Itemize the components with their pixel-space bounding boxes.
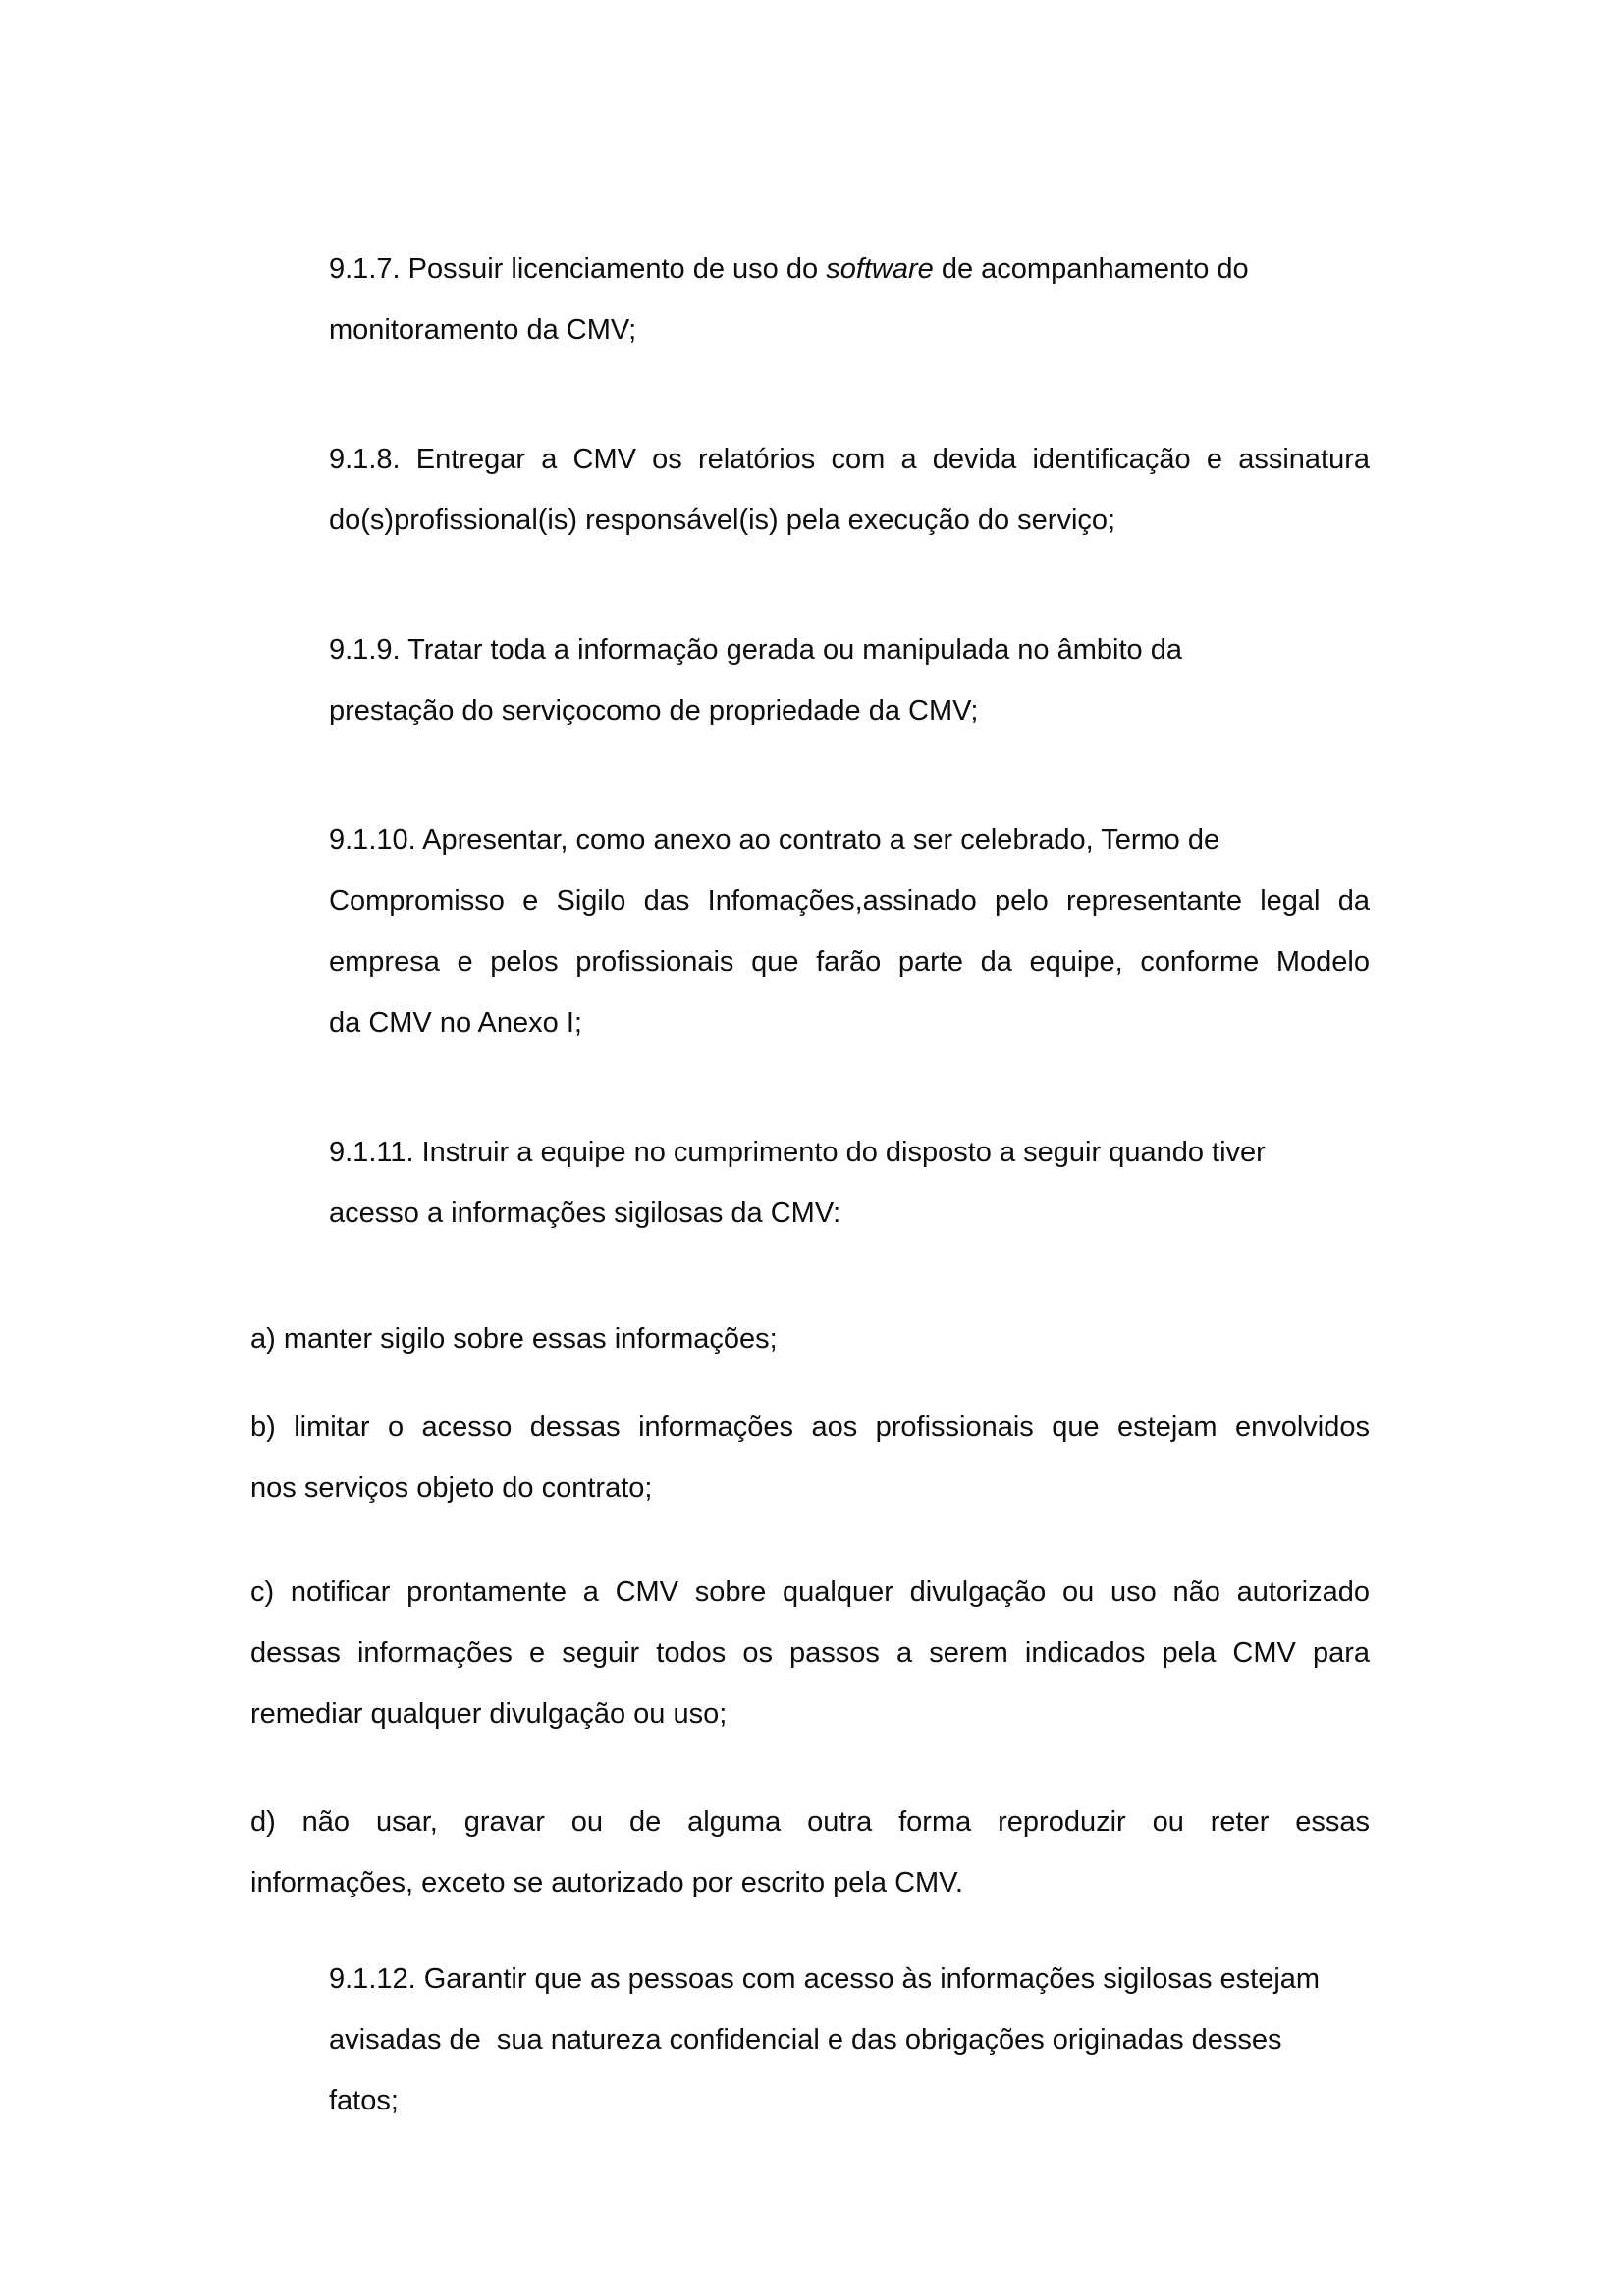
document-line: a) manter sigilo sobre essas informações;: [250, 1323, 778, 1355]
document-line: da CMV no Anexo I;: [329, 1007, 582, 1039]
clause-text: de acompanhamento do: [933, 253, 1249, 285]
document-line: Compromisso e Sigilo das Infomações,assinado pelo representante legal da: [329, 885, 1370, 917]
clause-9-1-11: [329, 1122, 1370, 1244]
document-line: do(s)profissional(is) responsável(is) pela execução do serviço;: [329, 505, 1116, 536]
document-line: [329, 239, 1370, 299]
document-line: nos serviços objeto do contrato;: [250, 1472, 653, 1504]
document-line: prestação do serviçocomo de propriedade da CMV;: [329, 695, 979, 726]
document-line: avisadas de sua natureza confidencial e das obrigações originadas desses: [329, 2024, 1282, 2056]
list-item-c: [250, 1562, 1370, 1744]
list-item-d: [250, 1791, 1370, 1913]
clause-9-1-7: [329, 239, 1370, 360]
list-item-b: [250, 1397, 1370, 1519]
document-line: 9.1.9. Tratar toda a informação gerada ou manipulada no âmbito da: [329, 634, 1182, 666]
clause-9-1-9: [329, 619, 1370, 741]
document-line: 9.1.10. Apresentar, como anexo ao contrato a ser celebrado, Termo de: [329, 825, 1220, 856]
document-line: empresa e pelos profissionais que farão parte da equipe, conforme Modelo: [329, 946, 1370, 978]
italic-term-software: software: [826, 253, 934, 285]
document-line: 9.1.12. Garantir que as pessoas com acesso às informações sigilosas estejam: [329, 1963, 1321, 1995]
clause-9-1-8: [329, 429, 1370, 551]
list-item-a: [250, 1308, 1370, 1369]
document-line: dessas informações e seguir todos os passos a serem indicados pela CMV para: [250, 1637, 1370, 1669]
clause-9-1-10: [329, 810, 1370, 1053]
document-line: d) não usar, gravar ou de alguma outra forma reproduzir ou reter essas: [250, 1806, 1370, 1838]
document-line: 9.1.11. Instruir a equipe no cumprimento do disposto a seguir quando tiver: [329, 1137, 1266, 1168]
clause-9-1-12: [329, 1949, 1370, 2131]
document-line: acesso a informações sigilosas da CMV:: [329, 1198, 841, 1229]
document-line: remediar qualquer divulgação ou uso;: [250, 1698, 728, 1730]
clause-text: 9.1.7. Possuir licenciamento de uso do: [329, 253, 827, 285]
document-line: c) notificar prontamente a CMV sobre qualquer divulgação ou uso não autorizado: [250, 1576, 1370, 1608]
document-line: b) limitar o acesso dessas informações aos profissionais que estejam envolvidos: [250, 1412, 1370, 1443]
document-line: monitoramento da CMV;: [329, 314, 637, 346]
document-line: informações, exceto se autorizado por escrito pela CMV.: [250, 1867, 963, 1898]
document-line: 9.1.8. Entregar a CMV os relatórios com a devida identificação e assinatura: [329, 444, 1370, 475]
document-line: fatos;: [329, 2085, 399, 2116]
